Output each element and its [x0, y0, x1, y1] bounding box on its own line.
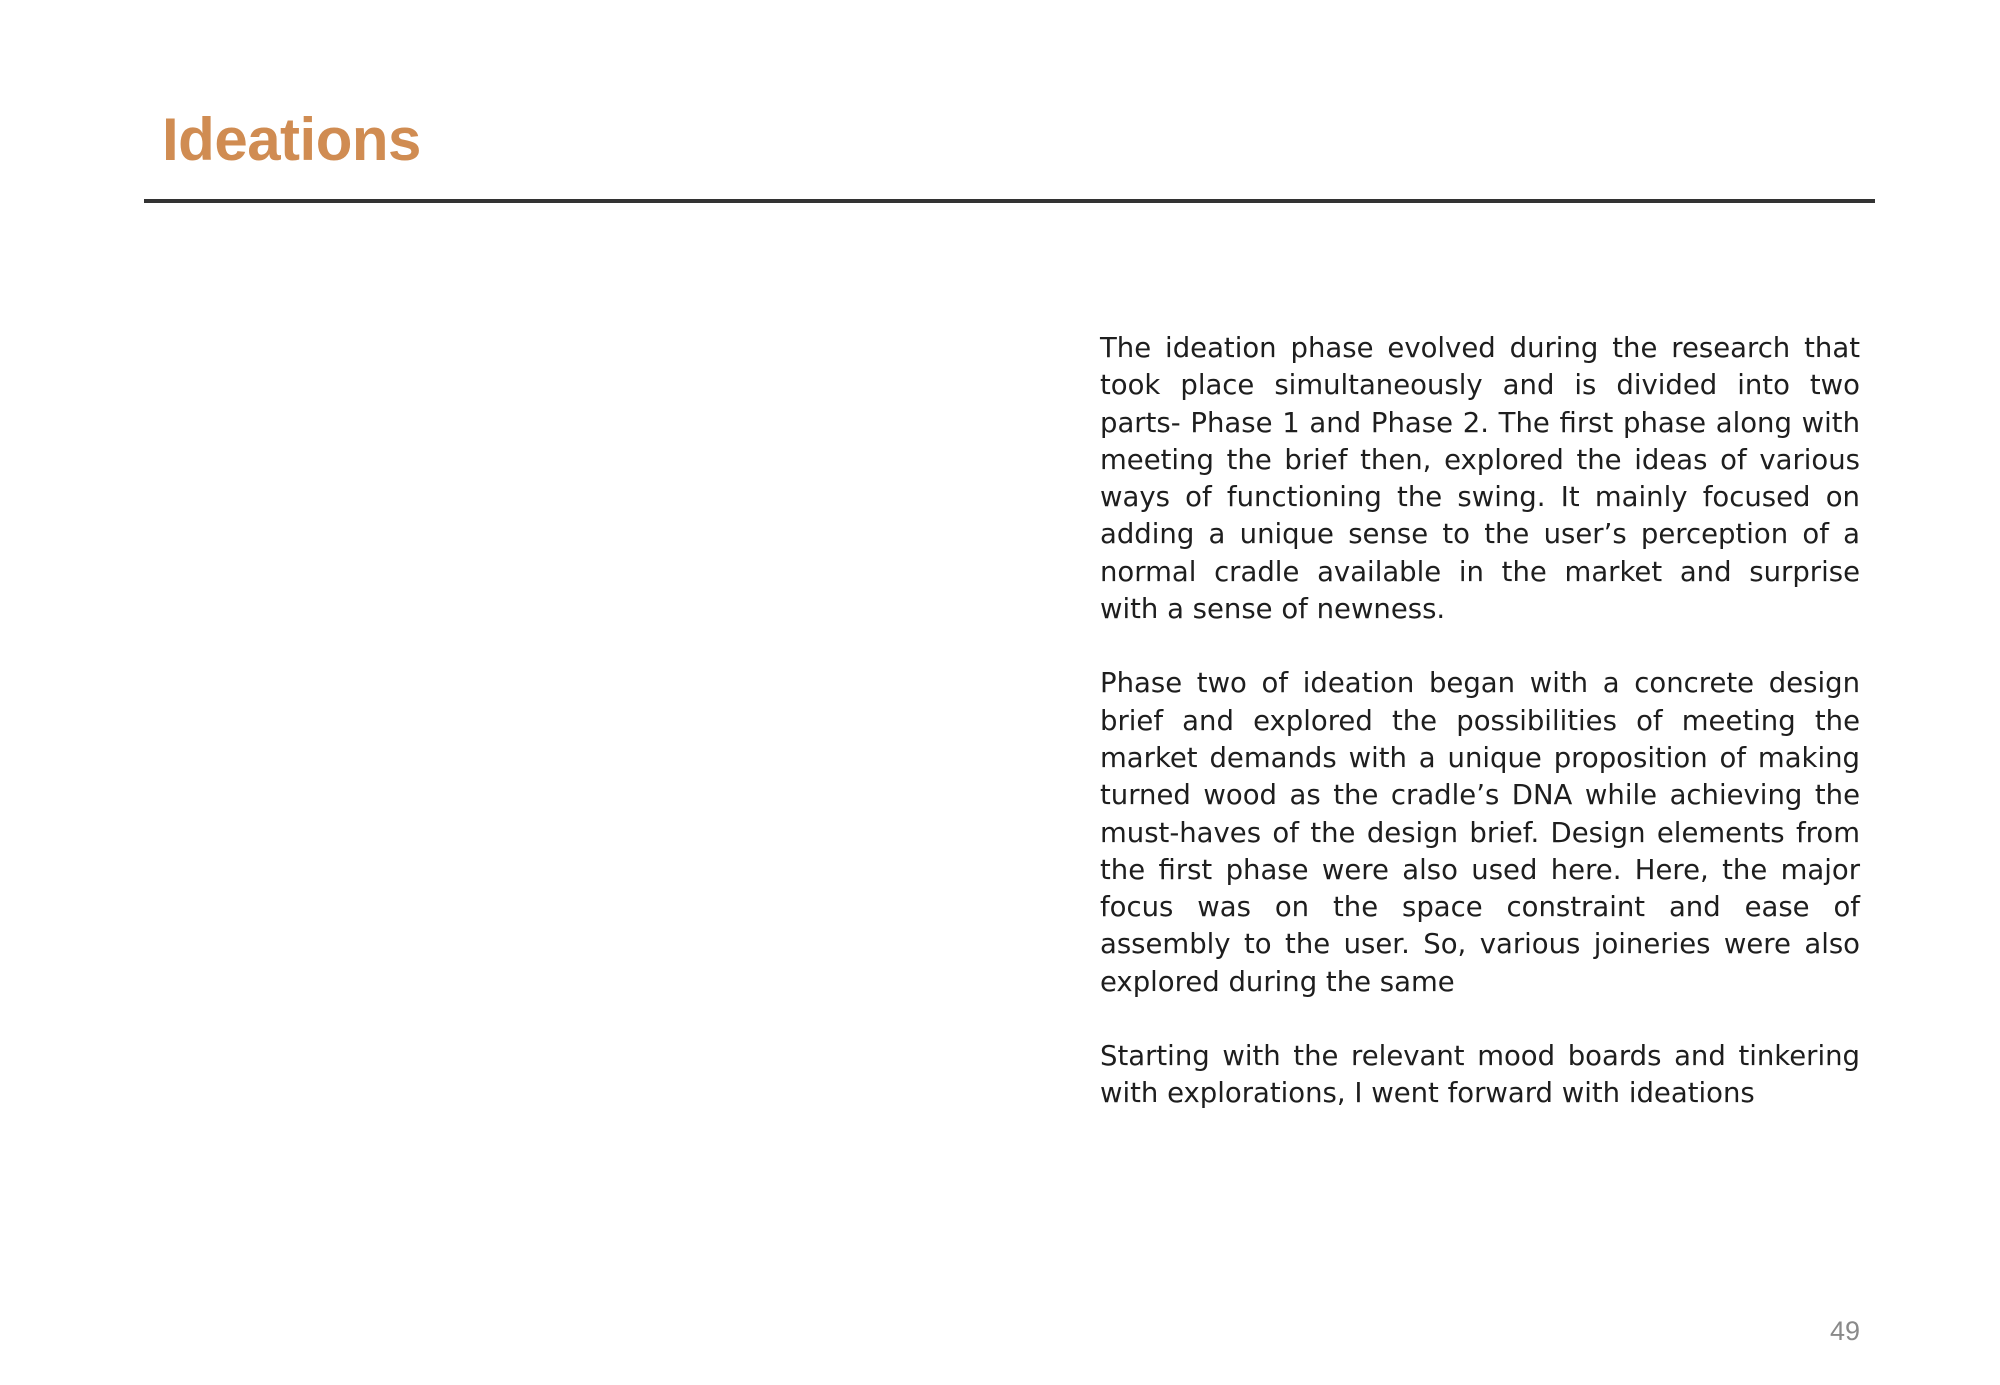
body-text	[1100, 330, 1860, 1113]
title-divider	[144, 199, 1875, 203]
paragraph-phase-one: The ideation phase evolved during the research that took place simultaneously and is divided into two parts- Phase 1 and Phase 2. The first phase along with meeting the brief then, explored the ideas of various ways of functioning the swing. It mainly focused on adding a unique sense to the user’s perception of a normal cradle available in the market and surprise with a sense of newness.	[1100, 332, 1860, 626]
page-number: 49	[1829, 1316, 1860, 1346]
paragraph-phase-two: Phase two of ideation began with a concrete design brief and explored the possibilities of meeting the market demands with a unique proposition of making turned wood as the cradle’s DNA while achieving the must-haves of the design brief. Design elements from the first phase were also used here. Here, the major focus was on the space constraint and ease of assembly to the user. So, various joineries were also explored during the same	[1100, 667, 1860, 998]
paragraph-closing: Starting with the relevant mood boards and tinkering with explorations, I went forward with ideations	[1100, 1040, 1860, 1110]
page-title: Ideations	[162, 106, 421, 173]
